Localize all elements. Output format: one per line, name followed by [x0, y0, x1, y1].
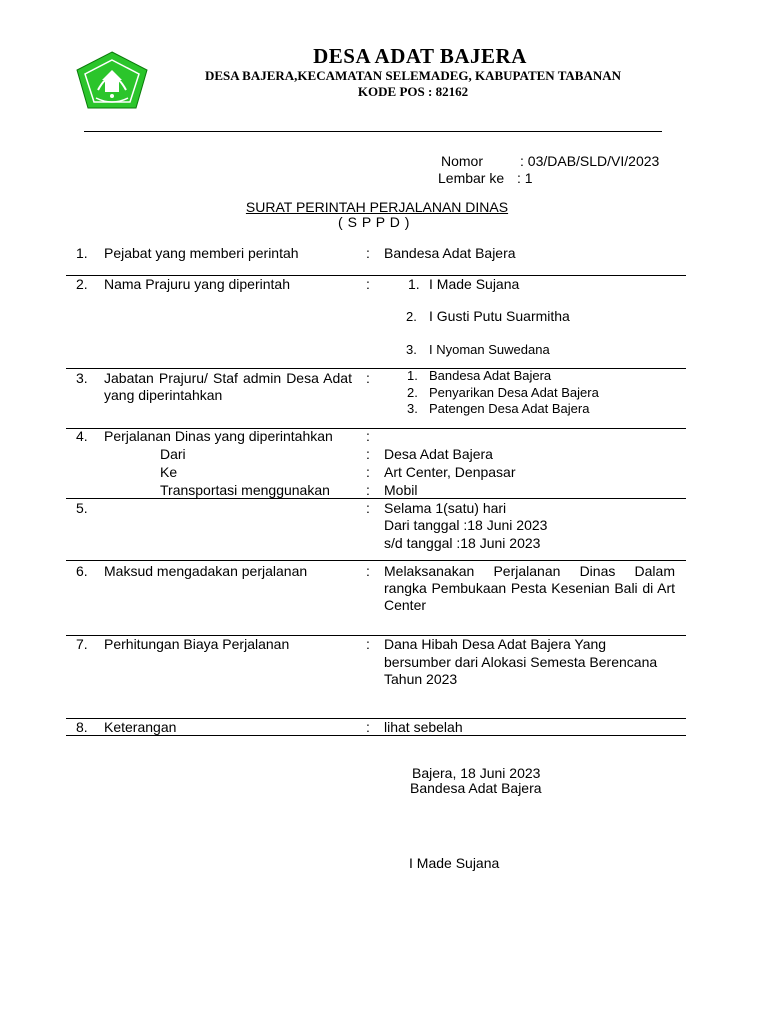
funding-line-3: Tahun 2023 — [384, 671, 458, 687]
list-item-number: 2. — [406, 309, 417, 324]
row-6-colon: : — [366, 563, 370, 579]
list-item-number: 2. — [407, 385, 418, 400]
dari-colon: : — [366, 446, 370, 462]
row-1-number: 1. — [76, 245, 88, 261]
nomor-value: : 03/DAB/SLD/VI/2023 — [520, 153, 660, 169]
list-item-number: 3. — [406, 342, 417, 357]
row-3-number: 3. — [76, 370, 88, 386]
row-4-colon: : — [366, 428, 370, 444]
row-2-number: 2. — [76, 276, 88, 292]
ke-value: Art Center, Denpasar — [384, 464, 516, 480]
end-date: s/d tanggal :18 Juni 2023 — [384, 535, 541, 551]
document-title: SURAT PERINTAH PERJALANAN DINAS — [245, 199, 509, 215]
lembar-value: : 1 — [517, 170, 533, 186]
row-2-label: Nama Prajuru yang diperintah — [104, 276, 290, 292]
transport-value: Mobil — [384, 482, 418, 498]
start-date: Dari tanggal :18 Juni 2023 — [384, 517, 548, 533]
signature-name: I Made Sujana — [409, 855, 500, 871]
row-5-number: 5. — [76, 500, 88, 516]
list-item-number: 1. — [407, 368, 418, 383]
row-7-number: 7. — [76, 636, 88, 652]
row-divider — [66, 498, 686, 499]
list-item: Penyarikan Desa Adat Bajera — [429, 385, 599, 400]
lembar-label: Lembar ke — [438, 170, 505, 186]
dari-label: Dari — [160, 446, 186, 462]
transport-label: Transportasi menggunakan — [160, 482, 330, 498]
list-item: Patengen Desa Adat Bajera — [429, 401, 590, 416]
transport-colon: : — [366, 482, 370, 498]
row-1-label: Pejabat yang memberi perintah — [104, 245, 299, 261]
row-6-value: Melaksanakan Perjalanan Dinas Dalam rangka Pembukaan Pesta Kesenian Bali di Art Center — [384, 563, 675, 613]
signature-position: Bandesa Adat Bajera — [410, 780, 542, 796]
list-item: I Nyoman Suwedana — [429, 342, 550, 357]
dari-value: Desa Adat Bajera — [384, 446, 493, 462]
row-8-label: Keterangan — [104, 719, 177, 735]
postal-code: KODE POS : 82162 — [357, 84, 469, 99]
row-8-number: 8. — [76, 719, 88, 735]
row-7-colon: : — [366, 636, 370, 652]
row-1-value: Bandesa Adat Bajera — [384, 245, 516, 261]
funding-line-2: bersumber dari Alokasi Semesta Berencana — [384, 654, 658, 670]
row-divider — [66, 735, 686, 736]
row-5-colon: : — [366, 500, 370, 516]
row-divider — [66, 560, 686, 561]
row-6-number: 6. — [76, 563, 88, 579]
row-4-number: 4. — [76, 428, 88, 444]
list-item-number: 3. — [407, 401, 418, 416]
funding-line-1: Dana Hibah Desa Adat Bajera Yang — [384, 636, 607, 652]
row-6-label: Maksud mengadakan perjalanan — [104, 563, 308, 579]
row-4-label: Perjalanan Dinas yang diperintahkan — [104, 428, 333, 444]
row-2-colon: : — [366, 276, 370, 292]
village-title: DESA ADAT BAJERA — [313, 44, 527, 68]
list-item: I Gusti Putu Suarmitha — [429, 308, 570, 324]
row-divider — [66, 368, 686, 369]
signature-place-date: Bajera, 18 Juni 2023 — [412, 765, 541, 781]
row-8-value: lihat sebelah — [384, 719, 463, 735]
list-item: I Made Sujana — [429, 276, 520, 292]
row-1-colon: : — [366, 245, 370, 261]
duration-text: Selama 1(satu) hari — [384, 500, 507, 516]
ke-colon: : — [366, 464, 370, 480]
row-8-colon: : — [366, 719, 370, 735]
row-3-label: Jabatan Prajuru/ Staf admin Desa Adat yang diperintahkan — [104, 370, 352, 403]
ke-label: Ke — [160, 464, 178, 480]
row-3-colon: : — [366, 370, 370, 386]
document-subtitle: ( S P P D ) — [338, 214, 410, 230]
village-address: DESA BAJERA,KECAMATAN SELEMADEG, KABUPATEN TABANAN — [204, 68, 622, 83]
list-item-number: 1. — [408, 276, 420, 292]
row-7-label: Perhitungan Biaya Perjalanan — [104, 636, 290, 652]
list-item: Bandesa Adat Bajera — [429, 368, 552, 383]
nomor-label: Nomor — [441, 153, 484, 169]
header-divider — [84, 131, 662, 132]
